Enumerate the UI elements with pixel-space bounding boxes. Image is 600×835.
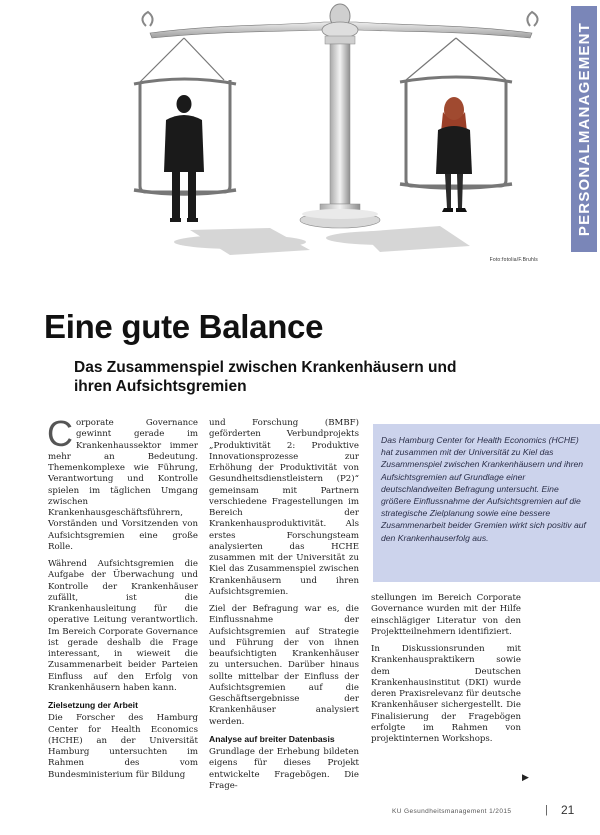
floor-shadows (174, 226, 470, 255)
paragraph: Grundlage der Erhebung bildeten eigens für dieses Projekt entwickelte Fragebögen. Die Frage- (209, 747, 359, 791)
footer-separator: | (545, 804, 548, 816)
scale-beam (142, 4, 537, 38)
text-column-3 (371, 593, 521, 751)
paragraph: Während Aufsichtsgremien die Aufgabe der Überwachung und Kontrolle der Krankenhäuser zufällt, ist die Krankenhausleitung für die operative Leitung verantwortlich. Im Bereich Corporate Governance ist gerade deshalb die Frage interessant, in wieweit die Zusammenarbeit beider Parteien Einfluss auf den Erfolg von Krankenhäusern haben kann. (48, 559, 198, 693)
summary-infobox (373, 424, 600, 582)
text-column-1 (47, 413, 198, 787)
article-title: Eine gute Balance (44, 308, 324, 345)
businessman-figure (164, 95, 204, 222)
paragraph (47, 413, 198, 553)
article-subtitle: Das Zusammenspiel zwischen Krankenhäusern und ihren Aufsichtsgremien (74, 359, 457, 395)
businesswoman-figure (436, 97, 472, 212)
page-number: 21 (561, 803, 575, 817)
paragraph-text: orporate Governance gewinnt gerade im Krankenhaussektor immer mehr an Bedeutung. Themenkomplexe wie Führung, Verantwortung und Kontrolle spielen im täglichen Umgang zwischen Krankenhausgeschäftsführern, Vorständen und Vorsitzenden von Aufsichtsgremien eine große Rolle. (48, 418, 198, 552)
photo-credit: Foto:fotolia/F.Bruhls (489, 257, 538, 263)
section-tab-label: PERSONALMANAGEMENT (575, 21, 593, 237)
paragraph: Ziel der Befragung war es, die Einflussnahme der Aufsichtsgremien auf Strategie und Führung der von ihnen beaufsichtigten Krankenhäuser zu untersuchen. Darüber hinaus sollte mittelbar der Einfluss der Aufsichtsgremien auf die Geschäftsergebnisse der Krankenhäuser analysiert werden. (209, 604, 359, 727)
footer-publication: KU Gesundheitsmanagement 1/2015 (392, 808, 512, 815)
paragraph: Die Forscher des Hamburg Center for Health Economics (HCHE) an der Universität Hamburg untersuchten im Rahmen des vom Bundesministerium für Bildung (48, 713, 198, 780)
section-heading: Analyse auf breiter Datenbasis (209, 733, 335, 744)
scale-column (300, 36, 380, 228)
paragraph: stellungen im Bereich Corporate Governance wurden mit der Hilfe einschlägiger Literatur von den Projektteilnehmern identifiziert. (371, 593, 521, 637)
paragraph: In Diskussionsrunden mit Krankenhauspraktikern sowie dem Deutschen Krankenhausinstitut (DKI) wurde deren Praxisrelevanz für deutsche Krankenhäuser sichergestellt. Die Finalisierung der Fragebögen erfolgte im Rahmen von projektinternen Workshops. (371, 644, 521, 744)
drop-cap: C (47, 413, 73, 454)
section-tab (571, 6, 597, 252)
continue-arrow-icon: ▶ (522, 773, 529, 783)
balance-scale-illustration (120, 0, 560, 270)
section-heading: Zielsetzung der Arbeit (48, 700, 138, 710)
paragraph: und Forschung (BMBF) geförderten Verbundprojekts „Produktivität 2: Produktive Innovationsprozesse zur Erhöhung der Produktivität von Gesundheitsdienstleistern (P2)“ gemeinsam mit Partnern verschiedene Fragestellungen im Bereich der Krankenhausproduktivität. Als erstes Forschungsteam analysierten das HCHE zusammen mit der Universität zu Kiel das Zusammenspiel zwischen Krankenhäusern und ihren Aufsichtsgremien. (209, 418, 359, 597)
text-column-2 (209, 418, 359, 798)
infobox-text: Das Hamburg Center for Health Economics (HCHE) hat zusammen mit der Universität zu Kiel das Zusammenspiel zwischen Krankenhäusern und ihren Aufsichtsgremien auf Grundlage einer deutschlandweiten Befragung untersucht. Eine größere Einflussnahme der Aufsichtsgremien auf die strategische Zielplanung sowie eine bessere Zusammenarbeit beider Gremien wirkt sich positiv auf den Krankenhauserfolg aus. (381, 435, 586, 543)
